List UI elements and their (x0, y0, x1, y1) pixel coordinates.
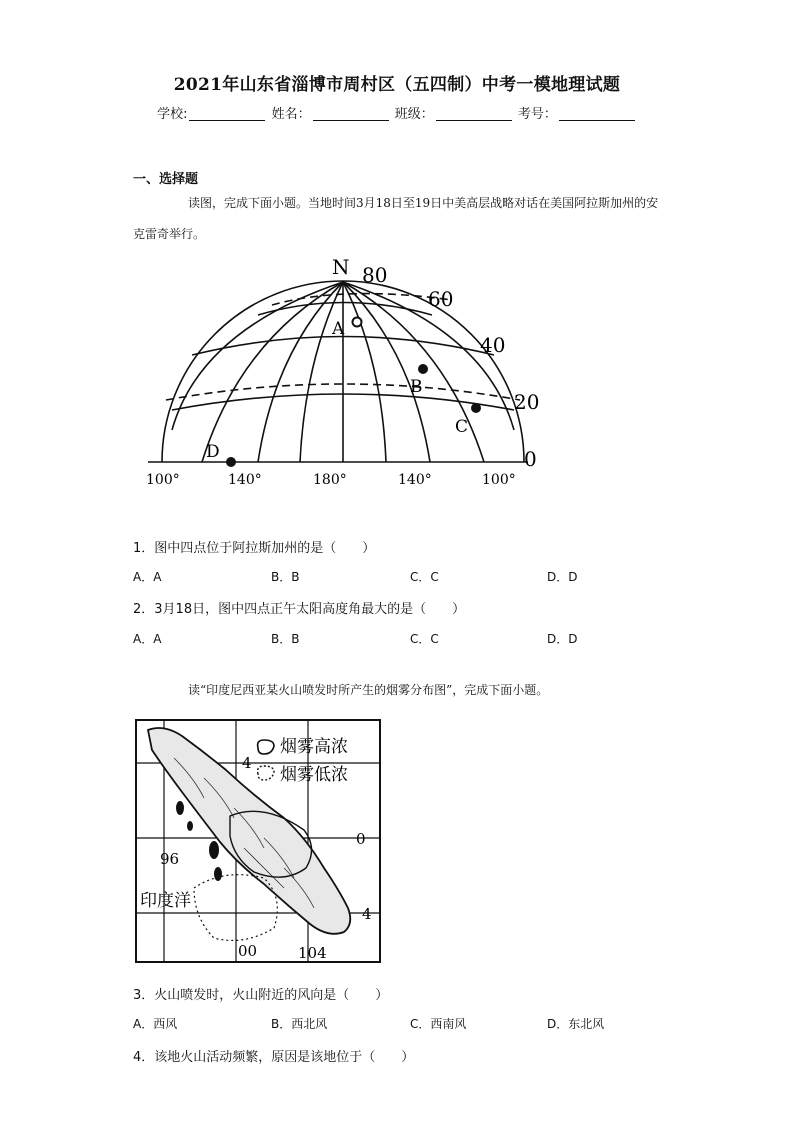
lon-label-left: 96 (160, 850, 180, 868)
legend-high-label: 烟雾高浓 (280, 737, 348, 757)
point-b-marker (418, 364, 428, 374)
class-blank[interactable] (436, 107, 512, 121)
section-title: 一、选择题 (133, 172, 199, 187)
school-blank[interactable] (189, 107, 265, 121)
lat-label-top: 4 (242, 754, 252, 772)
q1-option-a[interactable]: A．A (133, 570, 162, 584)
number-label: 考号： (517, 107, 557, 122)
q2-option-a[interactable]: A．A (133, 632, 162, 646)
intro-paragraph-1: 读图，完成下面小题。当地时间3月18日至19日中美高层战略对话在美国阿拉斯加州的安克雷奇举行。 (133, 196, 659, 241)
lat-label-40: 40 (480, 333, 506, 357)
q1-option-d[interactable]: D．D (547, 570, 578, 584)
question-2: 2．3月18日，图中四点正午太阳高度角最大的是（ ） (133, 602, 466, 617)
lon-label-3: 180° (313, 472, 347, 488)
lon-label-5: 100° (482, 472, 516, 488)
q1-option-c[interactable]: C．C (410, 570, 439, 584)
q2-option-d[interactable]: D．D (547, 632, 578, 646)
q3-option-a[interactable]: A．西风 (133, 1017, 178, 1031)
lon-label-1: 100° (146, 472, 180, 488)
school-label: 学校: (157, 107, 188, 122)
lat-label-20: 20 (514, 390, 540, 414)
question-1: 1．图中四点位于阿拉斯加州的是（ ） (133, 541, 376, 556)
lon-label-4: 140° (398, 472, 432, 488)
point-d-label: D (206, 442, 220, 462)
volcano-smoke-map (134, 718, 382, 964)
intro-paragraph-2: 读“印度尼西亚某火山喷发时所产生的烟雾分布图”，完成下面小题。 (188, 683, 549, 697)
lon-label-2: 140° (228, 472, 262, 488)
question-4: 4．该地火山活动频繁，原因是该地位于（ ） (133, 1050, 415, 1065)
lat-label-60: 60 (428, 287, 454, 311)
student-info-row (0, 103, 794, 122)
point-b-label: B (410, 377, 423, 397)
class-label: 班级： (394, 107, 434, 122)
point-d-marker (226, 457, 236, 467)
point-a-label: A (332, 319, 345, 339)
q3-option-c[interactable]: C．西南风 (410, 1017, 467, 1031)
q3-option-b[interactable]: B．西北风 (271, 1017, 328, 1031)
lat-label-80: 80 (362, 263, 388, 287)
q2-option-b[interactable]: B．B (271, 632, 300, 646)
point-c-marker (471, 403, 481, 413)
q3-option-d[interactable]: D．东北风 (547, 1017, 605, 1031)
lat-label-0: 0 (524, 447, 537, 471)
legend-low-label: 烟雾低浓 (280, 765, 348, 785)
q1-option-b[interactable]: B．B (271, 570, 300, 584)
lat-label-bottom: 4 (362, 905, 372, 923)
north-label: N (332, 255, 350, 279)
lat-label-mid: 0 (356, 830, 366, 848)
polar-projection-map (140, 250, 560, 495)
name-blank[interactable] (313, 107, 389, 121)
lon-label-bottom-left: 00 (238, 942, 258, 960)
lon-label-bottom-right: 104 (298, 944, 327, 962)
name-label: 姓名： (271, 107, 311, 122)
point-c-label: C (455, 417, 469, 437)
ocean-label: 印度洋 (140, 891, 191, 911)
question-3: 3．火山喷发时，火山附近的风向是（ ） (133, 988, 389, 1003)
page-title: 2021年山东省淄博市周村区（五四制）中考一模地理试题 (173, 75, 621, 95)
number-blank[interactable] (559, 107, 635, 121)
q2-option-c[interactable]: C．C (410, 632, 439, 646)
point-a-marker (353, 318, 362, 327)
